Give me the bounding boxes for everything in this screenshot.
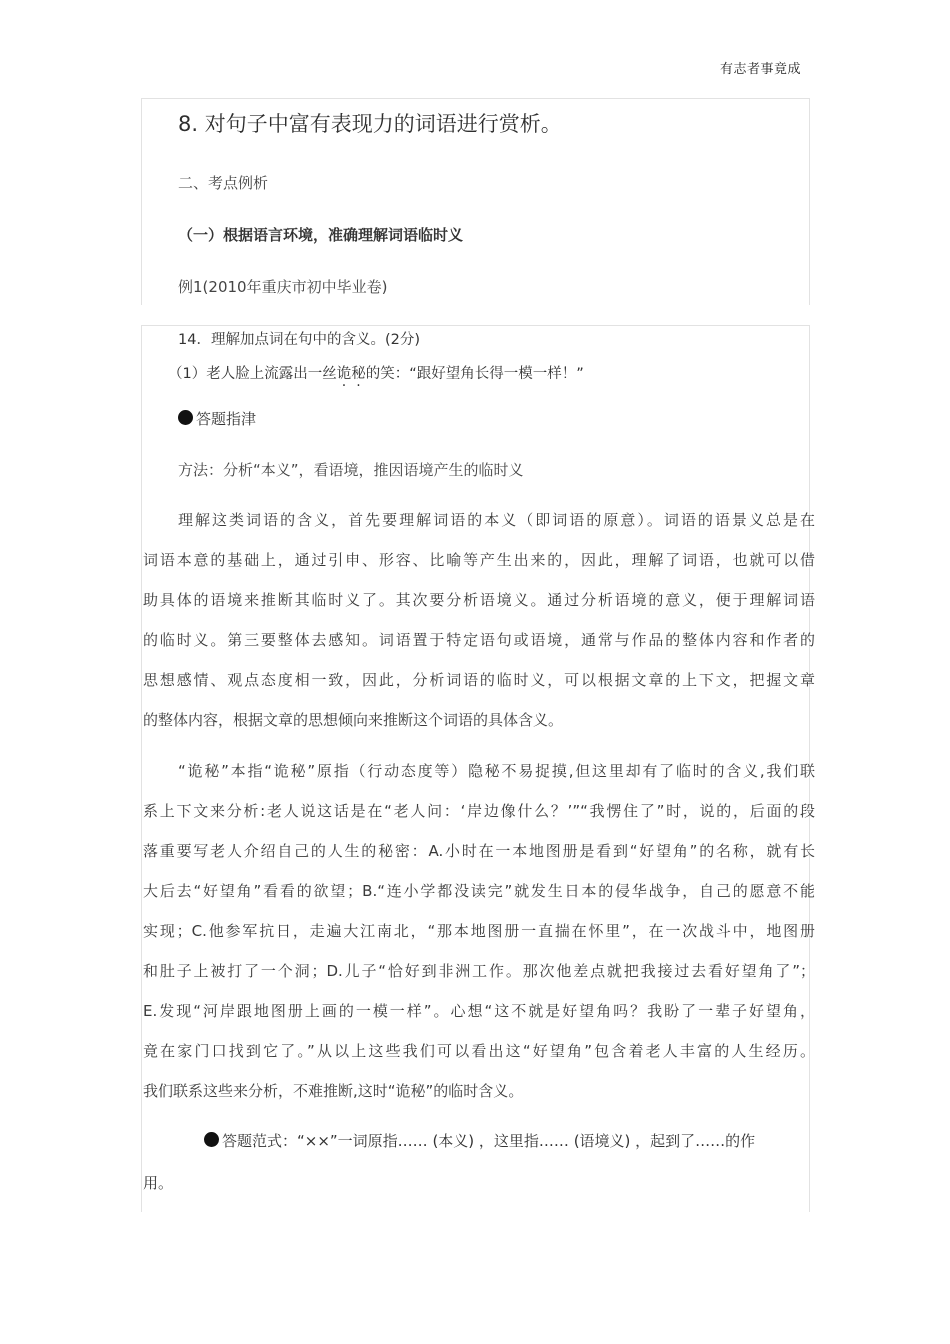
question-text-before: （1）老人脸上流露出一丝 — [168, 366, 337, 382]
paragraph-line: 助具体的语境来推断其临时义了。其次要分析语境义。通过分析语境的意义，便于理解词语 — [143, 591, 815, 609]
question-14-part-1 — [168, 362, 584, 383]
paragraph-line: 词语本意的基础上，通过引申、形容、比喻等产生出来的，因此，理解了词语，也就可以借 — [143, 551, 815, 569]
paragraph-line: E.发现“河岸跟地图册上画的一模一样”。心想“这不就是好望角吗？我盼了一辈子好望角， — [143, 1002, 816, 1020]
paragraph-line: 思想感情、观点态度相一致，因此，分析词语的临时义，可以根据文章的上下文，把握文章 — [143, 671, 815, 689]
paragraph-line: 系上下文来分析:老人说这话是在“老人问：‘岸边像什么？’”“我愣住了”时，说的，后面的段 — [143, 802, 815, 820]
paragraph-line: 大后去“好望角”看看的欲望；B.“连小学都没读完”就发生日本的侵华战争，自己的愿意不能 — [143, 882, 815, 900]
method-line: 方法：分析“本义”，看语境，推因语境产生的临时义 — [178, 461, 524, 479]
paragraph-line: 落重要写老人介绍自己的人生的秘密：A.小时在一本地图册是看到“好望角”的名称，就有长 — [143, 842, 815, 860]
question-14: 14．理解加点词在句中的含义。(2分) — [178, 332, 420, 348]
header-motto: 有志者事竟成 — [720, 62, 802, 77]
guide-title: 答题指津 — [196, 410, 257, 428]
paragraph-line: 的整体内容，根据文章的思想倾向来推断这个词语的具体含义。 — [143, 711, 564, 729]
example-label: 例1(2010年重庆市初中毕业卷) — [178, 278, 388, 296]
paragraph-line: 竟在家门口找到它了。”从以上这些我们可以看出这“好望角”包含着老人丰富的人生经历。 — [143, 1042, 815, 1060]
bullet-icon — [178, 410, 193, 425]
dotted-char: 秘 — [351, 366, 366, 382]
answer-format — [204, 1130, 755, 1151]
subsection-heading: （一）根据语言环境，准确理解词语临时义 — [178, 226, 464, 244]
dotted-char: 诡 — [336, 366, 352, 382]
paragraph-line: “诡秘”本指“诡秘”原指（行动态度等）隐秘不易捉摸,但这里却有了临时的含义,我们联 — [178, 762, 815, 780]
paragraph-line: 的临时义。第三要整体去感知。词语置于特定语句或语境，通常与作品的整体内容和作者的 — [143, 631, 815, 649]
answer-format-tail: 用。 — [143, 1174, 174, 1192]
answer-format-text: 答题范式：“××”一词原指…… (本义) ，这里指…… (语境义) ，起到了……的作 — [222, 1132, 756, 1150]
paragraph-analysis — [143, 751, 815, 1111]
question-text-after: 的笑：“跟好望角长得一模一样！” — [365, 366, 584, 382]
paragraph-line: 实现；C.他参军抗日，走遍大江南北，“那本地图册一直揣在怀里”，在一次战斗中，地图册 — [143, 922, 815, 940]
guide-heading — [178, 408, 256, 429]
item-8-heading: 8. 对句子中富有表现力的词语进行赏析。 — [178, 112, 562, 136]
bullet-icon — [204, 1132, 219, 1147]
paragraph-line: 和肚子上被打了一个洞；D.儿子“恰好到非洲工作。那次他差点就把我接过去看好望角了”； — [143, 962, 815, 980]
paragraph-line: 理解这类词语的含义，首先要理解词语的本义（即词语的原意）。词语的语景义总是在 — [178, 511, 815, 529]
paragraph-line: 我们联系这些来分析，不难推断,这时“诡秘”的临时含义。 — [143, 1082, 524, 1100]
paragraph-explanation — [143, 500, 815, 740]
section-heading: 二、考点例析 — [178, 174, 269, 192]
